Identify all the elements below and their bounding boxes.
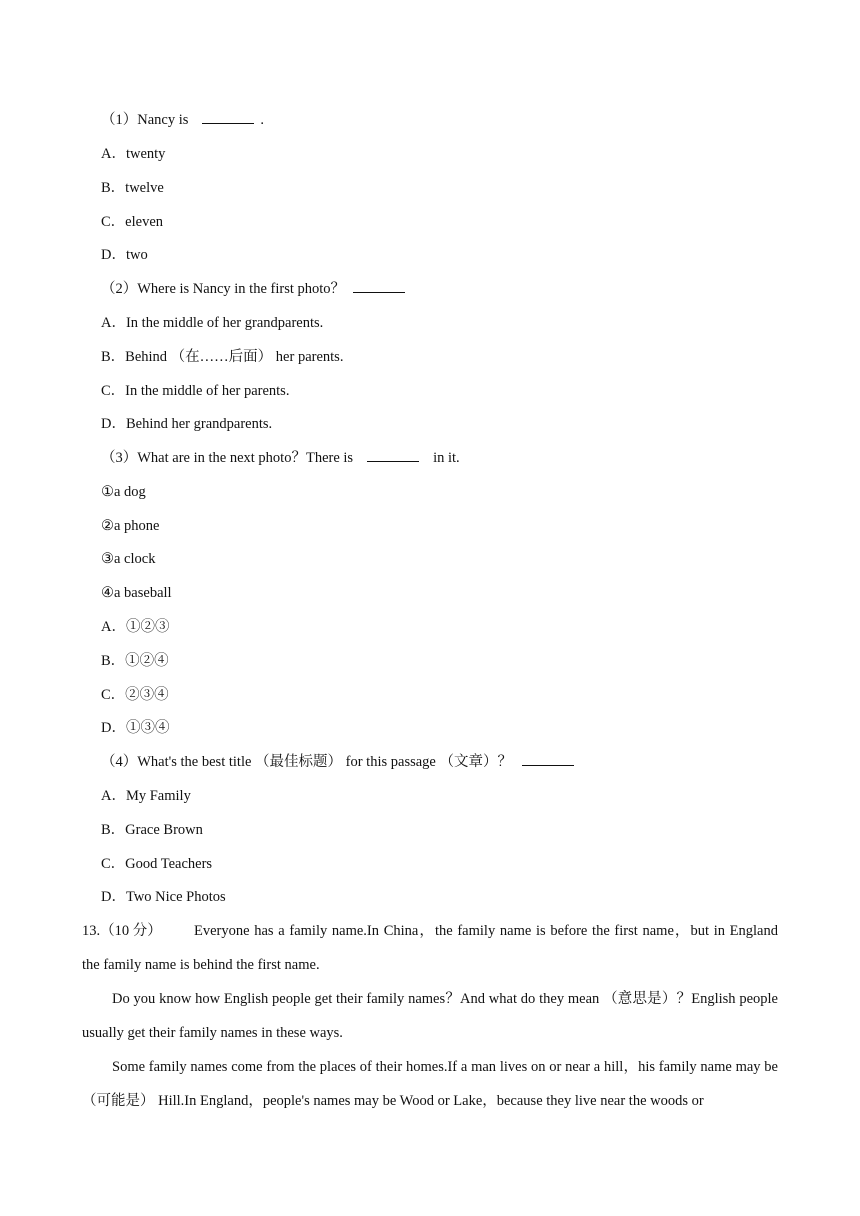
question-13-number: 13.（10 分） xyxy=(82,923,162,939)
question-3-stem-end: in it. xyxy=(433,450,460,466)
option-3b: B．①②④ xyxy=(101,653,169,669)
answer-blank xyxy=(353,280,405,293)
question-4-stem xyxy=(101,753,580,771)
question-1-stem xyxy=(101,111,264,129)
option-4c: C．Good Teachers xyxy=(101,856,213,872)
option-4a: A．My Family xyxy=(101,788,191,804)
option-3d: D．①③④ xyxy=(101,720,170,736)
item-3-1: ①a dog xyxy=(101,484,146,500)
option-4d: D．Two Nice Photos xyxy=(101,889,226,905)
answer-blank xyxy=(202,111,254,124)
option-2a: A．In the middle of her grandparents. xyxy=(101,315,324,331)
question-3-stem-text: （3）What are in the next photo？There is xyxy=(101,450,354,466)
option-1c: C．eleven xyxy=(101,214,164,230)
option-4b: B．Grace Brown xyxy=(101,822,203,838)
question-1-stem-end: . xyxy=(260,112,265,128)
option-1d: D．two xyxy=(101,247,148,263)
question-13-paragraph-1: Everyone has a family name.In China，the family name is before the first name，but in England the family name is behind the first name. xyxy=(82,923,778,973)
question-1-stem-text: （1）Nancy is xyxy=(101,112,189,128)
item-3-2: ②a phone xyxy=(101,518,160,534)
question-2-stem-text: （2）Where is Nancy in the first photo？ xyxy=(101,281,346,297)
option-1b: B．twelve xyxy=(101,180,164,196)
answer-blank xyxy=(367,449,419,462)
option-1a: A．twenty xyxy=(101,146,166,162)
question-4-stem-text: （4）What's the best title （最佳标题） for this passage （文章）？ xyxy=(101,754,512,770)
answer-blank xyxy=(522,753,574,766)
item-3-3: ③a clock xyxy=(101,551,156,567)
question-13-first-paragraph xyxy=(82,914,778,982)
option-3c: C．②③④ xyxy=(101,687,169,703)
option-2d: D．Behind her grandparents. xyxy=(101,416,273,432)
item-3-4: ④a baseball xyxy=(101,585,172,601)
question-13-paragraph-2: Do you know how English people get their family names？And what do they mean （意思是）？English people usually get their family names in these ways. xyxy=(82,991,778,1041)
question-2-stem xyxy=(101,280,411,298)
question-13-paragraph-3: Some family names come from the places of their homes.If a man lives on or near a hill，his family name may be （可能是） Hill.In England，people's names may be Wood or Lake，because they live near the woods or xyxy=(82,1059,778,1109)
option-2b: B．Behind （在……后面） her parents. xyxy=(101,349,344,365)
question-3-stem xyxy=(101,449,460,467)
option-3a: A．①②③ xyxy=(101,619,170,635)
option-2c: C．In the middle of her parents. xyxy=(101,383,290,399)
